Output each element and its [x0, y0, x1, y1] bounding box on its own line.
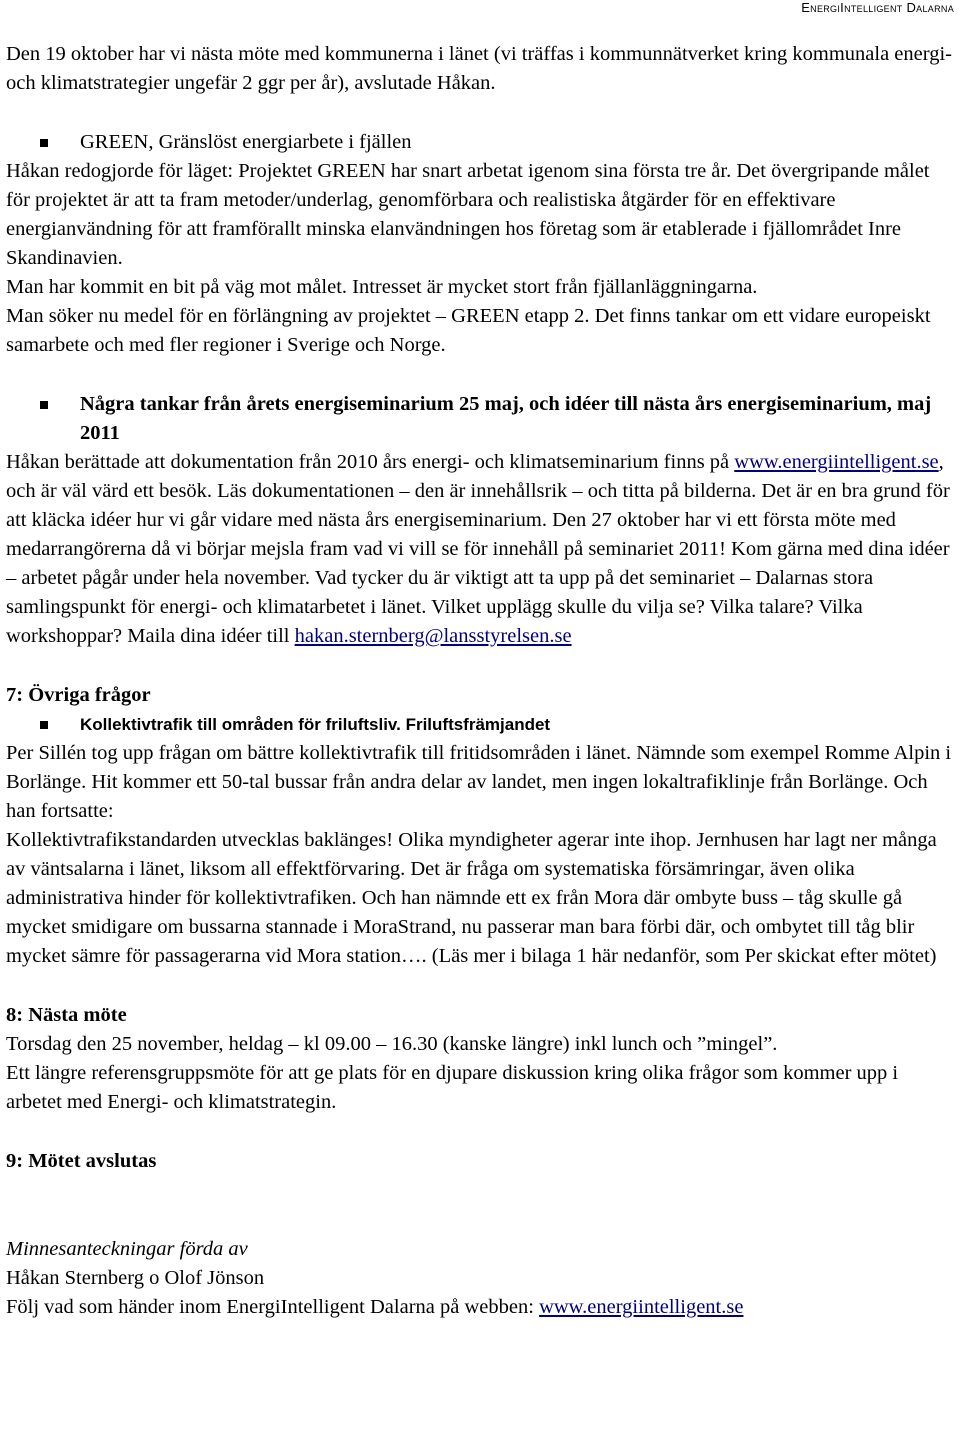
seminar-heading: [6, 390, 956, 448]
notes-authors: Håkan Sternberg o Olof Jönson: [6, 1267, 265, 1289]
seminar-paragraph: [6, 448, 956, 651]
bullet-square-icon: [40, 721, 48, 729]
email-link[interactable]: hakan.sternberg@lansstyrelsen.se: [294, 625, 572, 647]
section-7-heading: 7: Övriga frågor: [6, 684, 151, 706]
green-paragraph-1: Håkan redogjorde för läget: Projektet GREEN har snart arbetat igenom sina första tre år. Det övergripande målet för projektet är att ta fram metoder/underlag, genomförbara och realistiska åtgärder för en effektivare energianvändning för att framförallt minska elanvändningen hos företag som är etablerade i fjällområdet Inre Skandinavien.: [6, 160, 930, 269]
seminar-text-rest: , och är väl värd ett besök. Läs dokumentationen – den är innehållsrik – och titta på bilderna. Det är en bra grund för att kläcka idéer hur vi går vidare med nästa års energiseminarium. Den 27 oktober har vi ett första möte med medarrangörerna då vi börjar mejsla fram vad vi vill se för innehåll på seminariet 2011! Kom gärna med dina idéer – arbetet pågår under hela november. Vad tycker du är viktigt att ta upp på det seminariet – Dalarnas stora samlingspunkt för energi- och klimatarbetet i länet. Vilket upplägg skulle du vilja se? Vilka talare? Vilka workshoppar? Maila dina idéer till: [6, 451, 950, 647]
notes-label: Minnesanteckningar förda av: [6, 1238, 248, 1260]
section-7-paragraph: Per Sillén tog upp frågan om bättre kollektivtrafik till fritidsområden i länet. Nämnde som exempel Romme Alpin i Borlänge. Hit kommer ett 50-tal bussar från andra delar av landet, men ingen lokaltrafiklinje från Borlänge. Och han fortsatte:: [6, 742, 952, 822]
section-8-line-1: Torsdag den 25 november, heldag – kl 09.00 – 16.30 (kanske längre) inkl lunch och ”mingel”.: [6, 1033, 778, 1055]
seminar-heading-text: Några tankar från årets energiseminarium 25 maj, och idéer till nästa års energiseminarium, maj 2011: [80, 393, 932, 444]
green-paragraph-2: Man har kommit en bit på väg mot målet. Intresset är mycket stort från fjällanläggningarna.: [6, 276, 758, 298]
section-8-line-2: Ett längre referensgruppsmöte för att ge plats för en djupare diskussion kring olika frågor som kommer upp i arbetet med Energi- och klimatstrategin.: [6, 1062, 899, 1113]
follow-line: [6, 1293, 956, 1322]
header-org: EnergiIntelligent Dalarna: [801, 0, 954, 15]
section-9-heading: 9: Mötet avslutas: [6, 1150, 157, 1172]
footer-website-link[interactable]: www.energiintelligent.se: [539, 1296, 744, 1318]
section-7-paragraph-2: Kollektivtrafikstandarden utvecklas baklänges! Olika myndigheter agerar inte ihop. Jernhusen har lagt ner många av väntsalarna i länet, liksom all effektförvaring. Det är fråga om systematiska försämringar, även olika administrativa hinder för kollektivtrafiken. Och han nämnde ett ex från Mora där ombyte buss – tåg skulle gå mycket smidigare om bussarna stannade i MoraStrand, nu passerar man bara förbi där, och ombytet till tåg blir mycket sämre för passagerarna vid Mora station…. (Läs mer i bilaga 1 här nedanför, som Per skickat efter mötet): [6, 829, 937, 967]
follow-text: Följ vad som händer inom EnergiIntelligent Dalarna på webben:: [6, 1296, 540, 1318]
energiintelligent-link[interactable]: www.energiintelligent.se: [734, 451, 939, 473]
seminar-text-start: Håkan berättade att dokumentation från 2010 års energi- och klimatseminarium finns på: [6, 451, 735, 473]
green-heading: [6, 128, 956, 157]
section-8-heading: 8: Nästa möte: [6, 1004, 127, 1026]
page-header: [801, 0, 954, 15]
bullet-square-icon: [40, 401, 48, 409]
green-heading-text: GREEN, Gränslöst energiarbete i fjällen: [80, 131, 412, 153]
bullet-square-icon: [40, 139, 48, 147]
document-body: [6, 40, 956, 1322]
section-7-bullet: [6, 710, 956, 739]
intro-paragraph: Den 19 oktober har vi nästa möte med kommunerna i länet (vi träffas i kommunnätverket kring kommunala energi- och klimatstrategier ungefär 2 ggr per år), avslutade Håkan.: [6, 43, 952, 94]
section-7-bullet-text: Kollektivtrafik till områden för friluftsliv. Friluftsfrämjandet: [80, 715, 551, 734]
green-paragraph-3: Man söker nu medel för en förlängning av projektet – GREEN etapp 2. Det finns tankar om ett vidare europeiskt samarbete och med fler regioner i Sverige och Norge.: [6, 305, 931, 356]
